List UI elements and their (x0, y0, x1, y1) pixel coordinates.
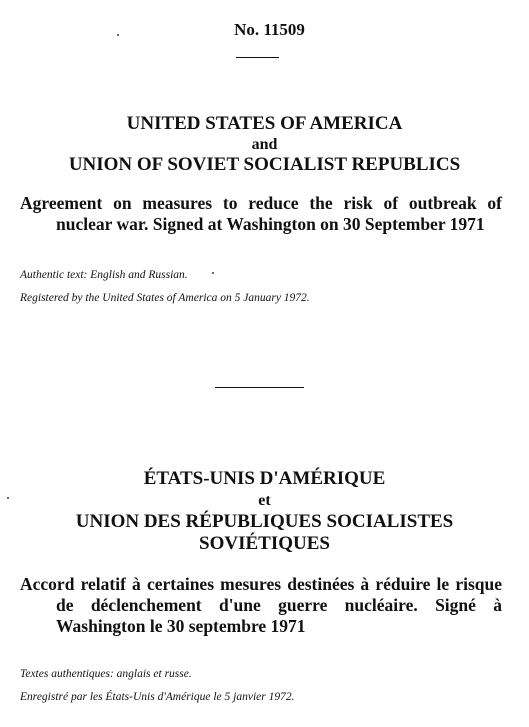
agreement-title: Agreement on measures to reduce the risk of outbreak of nuclear war. Signed at Washington on 30 September 1971 (20, 193, 502, 234)
document-number: No. 11509 (234, 20, 305, 39)
divider-short (236, 57, 279, 58)
conjunction-and: and (251, 136, 278, 153)
party-ussr-fr-line2: SOVIÉTIQUES (199, 533, 330, 554)
accord-title: Accord relatif à certaines mesures destinées à réduire le risque de déclenchement d'une guerre nucléaire. Signé à Washington le 30 septembre 1971 (20, 574, 502, 636)
registration-note: Registered by the United States of America on 5 January 1972. (20, 292, 310, 304)
registration-note-fr: Enregistré par les États-Unis d'Amérique le 5 janvier 1972. (20, 691, 295, 703)
authentic-text-note: Authentic text: English and Russian. (20, 269, 188, 281)
party-usa-fr: ÉTATS-UNIS D'AMÉRIQUE (143, 468, 386, 489)
conjunction-et: et (258, 492, 271, 509)
party-usa: UNITED STATES OF AMERICA (126, 113, 403, 134)
party-ussr-fr-line1: UNION DES RÉPUBLIQUES SOCIALISTES (75, 511, 454, 532)
party-ussr: UNION OF SOVIET SOCIALIST REPUBLICS (68, 154, 461, 175)
authentic-text-note-fr: Textes authentiques: anglais et russe. (20, 668, 192, 680)
section-divider (215, 387, 304, 388)
